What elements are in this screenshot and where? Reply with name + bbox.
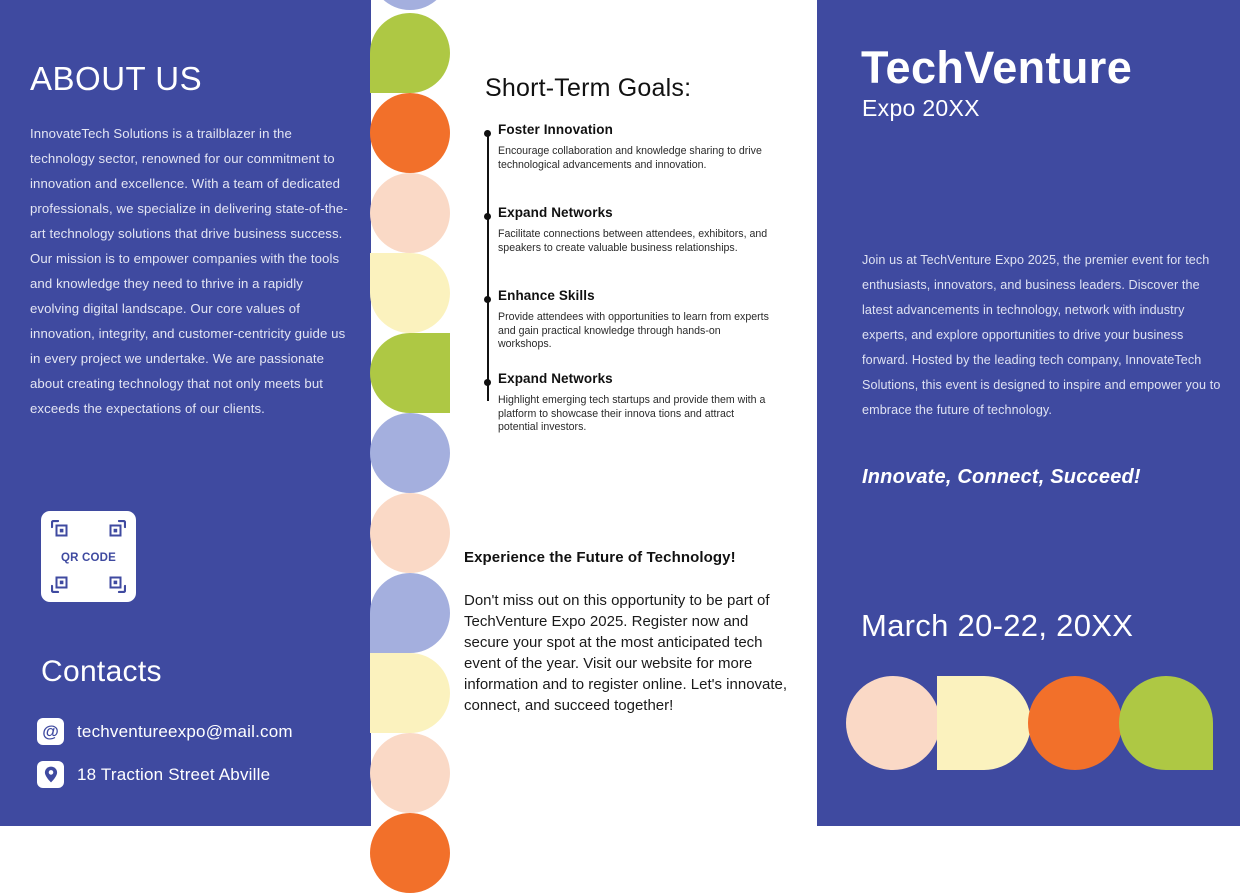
goal-body-text: Provide attendees with opportunities to learn from experts and gain practical knowledge through hands-on workshops. <box>498 311 769 351</box>
goal-heading: Expand Networks <box>498 371 613 386</box>
event-title: TechVenture <box>861 42 1133 93</box>
qr-code-graphic <box>41 511 136 602</box>
goal-body-text: Encourage collaboration and knowledge sharing to drive technological advancements and innovation. <box>498 145 762 171</box>
decorative-shape <box>937 676 1031 770</box>
decorative-shape <box>370 813 450 893</box>
qr-code-label: QR CODE <box>60 552 117 564</box>
decorative-shape <box>370 13 450 93</box>
decorative-shape <box>370 333 450 413</box>
at-sign-icon: @ <box>37 718 64 745</box>
about-panel <box>0 0 371 826</box>
contact-row-email[interactable] <box>37 718 293 745</box>
decorative-shape <box>370 173 450 253</box>
experience-heading: Experience the Future of Technology! <box>464 549 736 566</box>
contact-email-text: techventureexpo@mail.com <box>77 721 293 741</box>
contacts-heading: Contacts <box>41 655 162 688</box>
decorative-shape <box>370 493 450 573</box>
qr-corner-icon <box>51 572 72 593</box>
qr-code-card[interactable] <box>41 511 136 602</box>
short-term-goals-heading: Short-Term Goals: <box>485 74 692 102</box>
experience-body-text: Don't miss out on this opportunity to be part of TechVenture Expo 2025. Register now and secure your spot at the most anticipated tech event of the year. Visit our website for more information and to register online. Let's innovate, connect, and succeed together! <box>464 592 788 714</box>
decorative-shape <box>1028 676 1122 770</box>
goal-body-text: Highlight emerging tech startups and provide them with a platform to showcase their innova tions and attract potential investors. <box>498 394 766 434</box>
event-slogan: Innovate, Connect, Succeed! <box>862 466 1141 488</box>
contact-row-address[interactable] <box>37 761 270 788</box>
qr-corner-icon <box>105 572 126 593</box>
event-body-text: Join us at TechVenture Expo 2025, the premier event for tech enthusiasts, innovators, and business leaders. Discover the latest advancements in technology, network with industry experts, and explore opportunities to drive your business forward. Hosted by the leading tech company, InnovateTech Solutions, this event is designed to inspire and empower you to embrace the future of technology. <box>862 253 1221 417</box>
timeline-dot-icon <box>484 296 491 303</box>
decorative-shape <box>370 93 450 173</box>
map-pin-icon <box>37 761 64 788</box>
timeline-dot-icon <box>484 213 491 220</box>
event-subtitle: Expo 20XX <box>862 95 980 121</box>
decorative-shape <box>370 653 450 733</box>
decorative-shape <box>370 733 450 813</box>
decorative-shape <box>370 413 450 493</box>
contact-address-text: 18 Traction Street Abville <box>77 764 271 784</box>
about-body-text: InnovateTech Solutions is a trailblazer in the technology sector, renowned for our commitment to innovation and excellence. With a team of dedicated professionals, we specialize in delivering state-of-the-art technology solutions that drive business success. Our mission is to empower companies with the tools and knowledge they need to thrive in a rapidly evolving digital landscape. Our core values of innovation, integrity, and customer-centricity guide us in every project we undertake. We are passionate about creating technology that not only meets but exceeds the expectations of our clients. <box>30 126 348 416</box>
goal-body-text: Facilitate connections between attendees, exhibitors, and speakers to create valuable business relationships. <box>498 228 768 254</box>
qr-corner-icon <box>51 520 72 541</box>
event-panel <box>817 0 1240 826</box>
page-title: ABOUT US <box>30 60 203 97</box>
decorative-shape <box>1119 676 1213 770</box>
goal-heading: Foster Innovation <box>498 122 613 137</box>
timeline-line <box>487 132 489 401</box>
decorative-shape-strip <box>370 0 450 826</box>
decorative-shape <box>846 676 940 770</box>
decorative-shape <box>370 0 450 10</box>
goal-heading: Expand Networks <box>498 205 613 220</box>
timeline-dot-icon <box>484 130 491 137</box>
goal-heading: Enhance Skills <box>498 288 595 303</box>
decorative-shape <box>370 253 450 333</box>
timeline-dot-icon <box>484 379 491 386</box>
footer-decorative-shapes <box>817 676 1240 770</box>
event-date: March 20-22, 20XX <box>861 608 1134 643</box>
qr-corner-icon <box>105 520 126 541</box>
decorative-shape <box>370 573 450 653</box>
